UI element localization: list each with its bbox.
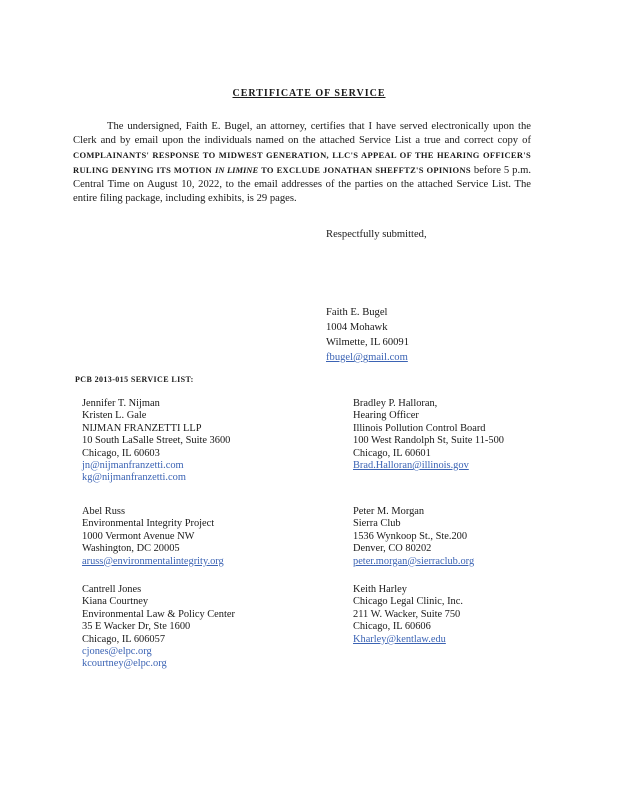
address-line: Sierra Club — [353, 518, 401, 530]
address-line: Kristen L. Gale — [82, 410, 147, 422]
address-line: 1536 Wynkoop St., Ste.200 — [353, 530, 468, 542]
service-list-entry — [82, 584, 312, 671]
signer-street: 1004 Mohawk — [326, 322, 388, 333]
recipient-email-link[interactable]: cjones@elpc.org — [82, 646, 152, 658]
in-limine-text: IN LIMINE — [215, 165, 259, 175]
address-line: 211 W. Wacker, Suite 750 — [353, 608, 461, 620]
address-line: Environmental Integrity Project — [82, 518, 215, 530]
recipient-email-link[interactable]: Brad.Halloran@illinois.gov — [353, 460, 469, 472]
body-intro: The undersigned, Faith E. Bugel, an attorney, certifies that I have served electronically upon the Clerk and by email upon the individuals named on the attached Service List a true and correct copy of — [73, 121, 531, 146]
recipient-email-link[interactable]: jn@nijmanfranzetti.com — [82, 460, 184, 472]
signer-email-link[interactable]: fbugel@gmail.com — [326, 352, 408, 363]
document-title — [0, 88, 618, 99]
recipient-name: Cantrell Jones — [82, 584, 142, 595]
address-line: Hearing Officer — [353, 410, 419, 422]
address-line: Kiana Courtney — [82, 596, 149, 608]
signature-block — [326, 305, 409, 365]
address-line: 10 South LaSalle Street, Suite 3600 — [82, 435, 231, 447]
recipient-email-link[interactable]: Kharley@kentlaw.edu — [353, 633, 446, 645]
address-line: 1000 Vermont Avenue NW — [82, 530, 195, 542]
service-list-entry — [82, 398, 312, 485]
address-line: Denver, CO 80202 — [353, 543, 432, 555]
recipient-name: Peter M. Morgan — [353, 506, 425, 517]
address-line: Chicago Legal Clinic, Inc. — [353, 596, 463, 608]
recipient-email-link[interactable]: kcourtney@elpc.org — [82, 658, 167, 670]
recipient-email-link[interactable]: kg@nijmanfranzetti.com — [82, 472, 186, 484]
recipient-email-link[interactable]: peter.morgan@sierraclub.org — [353, 555, 475, 567]
signer-name: Faith E. Bugel — [326, 307, 388, 318]
address-line: NIJMAN FRANZETTI LLP — [82, 422, 202, 434]
title-text: CERTIFICATE OF SERVICE — [232, 88, 386, 99]
address-line: Chicago, IL 60601 — [353, 447, 431, 459]
closing-text: Respectfully submitted, — [326, 229, 427, 240]
body-ending: before 5 p.m. Central Time on August 10, 2022, to the email addresses of the parties on the attached Service List. The entire filing package, including exhibits, is 29 pages. — [73, 165, 532, 204]
address-line: 35 E Wacker Dr, Ste 1600 — [82, 621, 191, 633]
address-line: Chicago, IL 60603 — [82, 447, 160, 459]
address-line: Chicago, IL 606057 — [82, 633, 166, 645]
service-list-entry — [353, 584, 583, 646]
address-line: Illinois Pollution Control Board — [353, 422, 486, 434]
service-list-entry — [353, 506, 583, 568]
recipient-name: Jennifer T. Nijman — [82, 398, 160, 409]
address-line: Washington, DC 20005 — [82, 543, 180, 555]
recipient-name: Abel Russ — [82, 506, 126, 517]
filing-title: COMPLAINANTS' RESPONSE TO MIDWEST GENERATION, LLC'S APPEAL OF THE HEARING OFFICER'S RULING DENYING ITS MOTION — [73, 150, 531, 175]
address-line: 100 West Randolph St, Suite 11-500 — [353, 435, 504, 447]
recipient-email-link[interactable]: aruss@environmentalintegrity.org — [82, 555, 224, 567]
recipient-name: Bradley P. Halloran, — [353, 398, 438, 409]
address-line: Chicago, IL 60606 — [353, 621, 431, 633]
certificate-body — [73, 120, 531, 206]
address-line: Environmental Law & Policy Center — [82, 608, 235, 620]
service-list-heading: PCB 2013-015 SERVICE LIST: — [75, 375, 194, 384]
service-list-entry — [353, 398, 583, 472]
filing-title-continued: TO EXCLUDE JONATHAN SHEFFTZ'S OPINIONS — [261, 165, 471, 175]
signer-city: Wilmette, IL 60091 — [326, 337, 410, 348]
recipient-name: Keith Harley — [353, 584, 407, 595]
service-list-entry — [82, 506, 312, 568]
